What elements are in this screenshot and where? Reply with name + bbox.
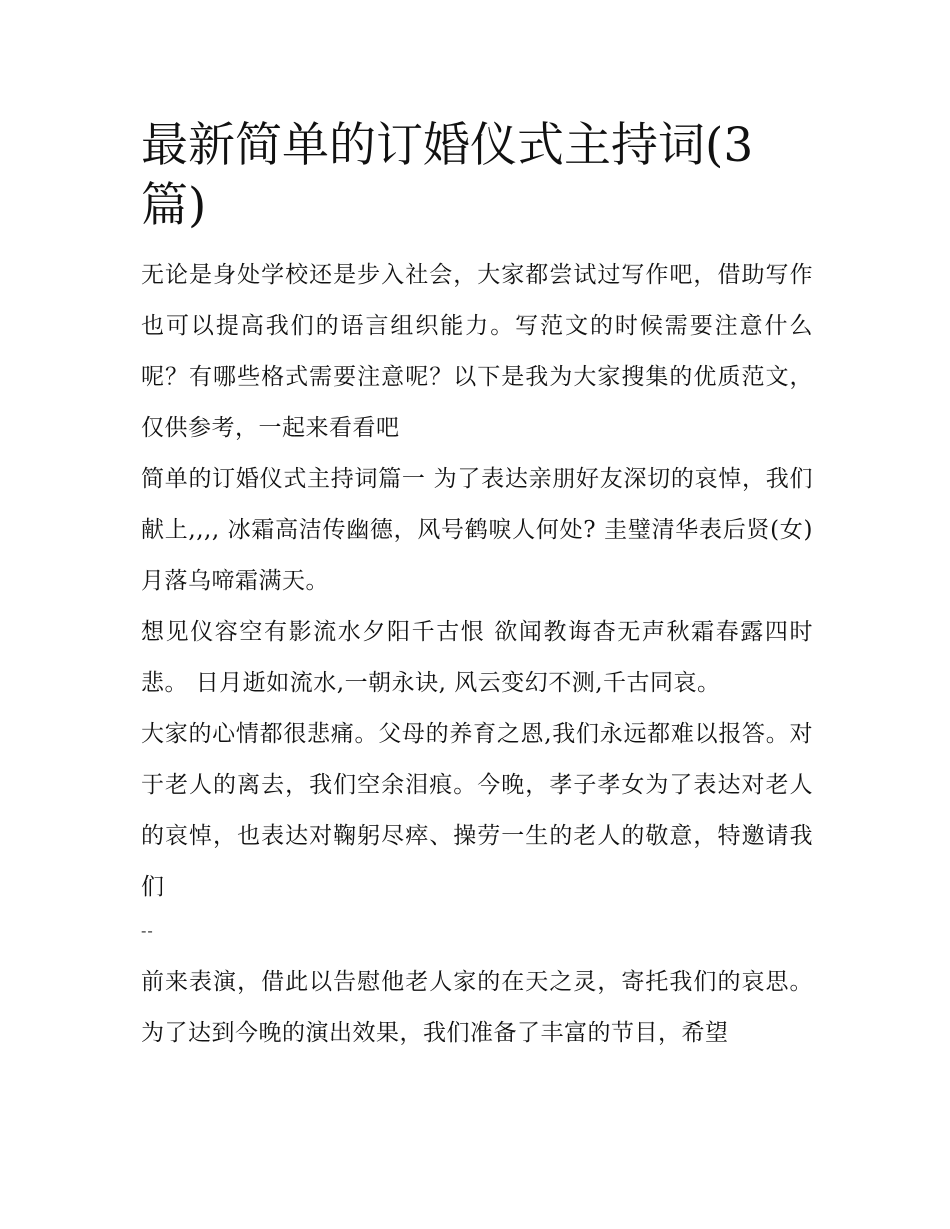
paragraph-opening: 简单的订婚仪式主持词篇一 为了表达亲朋好友深切的哀悼，我们献上,,,, 冰霜高洁传幽德，风号鹤唳人何处? 圭璧清华表后贤(女)月落乌啼霜满天。 <box>141 466 813 594</box>
document-title: 最新简单的订婚仪式主持词(3篇) <box>141 118 754 233</box>
separator-gap <box>141 949 813 957</box>
paragraph-couplet: 想见仪容空有影流水夕阳千古恨 欲闻教诲杳无声秋霜春露四时悲。 日月逝如流水,一朝永诀, 风云变幻不测,千古同哀。 <box>141 619 813 696</box>
document-body <box>141 116 813 1059</box>
intro-paragraph: 无论是身处学校还是步入社会，大家都尝试过写作吧，借助写作也可以提高我们的语言组织能力。写范文的时候需要注意什么呢？有哪些格式需要注意呢？以下是我为大家搜集的优质范文，仅供参考，一起来看看吧 <box>141 262 813 441</box>
page-separator: -- <box>141 921 154 940</box>
paragraph-continuation: 前来表演，借此以告慰他老人家的在天之灵，寄托我们的哀思。为了达到今晚的演出效果，我们准备了丰富的节目，希望 <box>141 969 813 1046</box>
paragraph-mourning: 大家的心情都很悲痛。父母的养育之恩,我们永远都难以报答。对于老人的离去，我们空余泪痕。今晚，孝子孝女为了表达对老人的哀悼，也表达对鞠躬尽瘁、操劳一生的老人的敬意，特邀请我们 <box>141 721 813 900</box>
